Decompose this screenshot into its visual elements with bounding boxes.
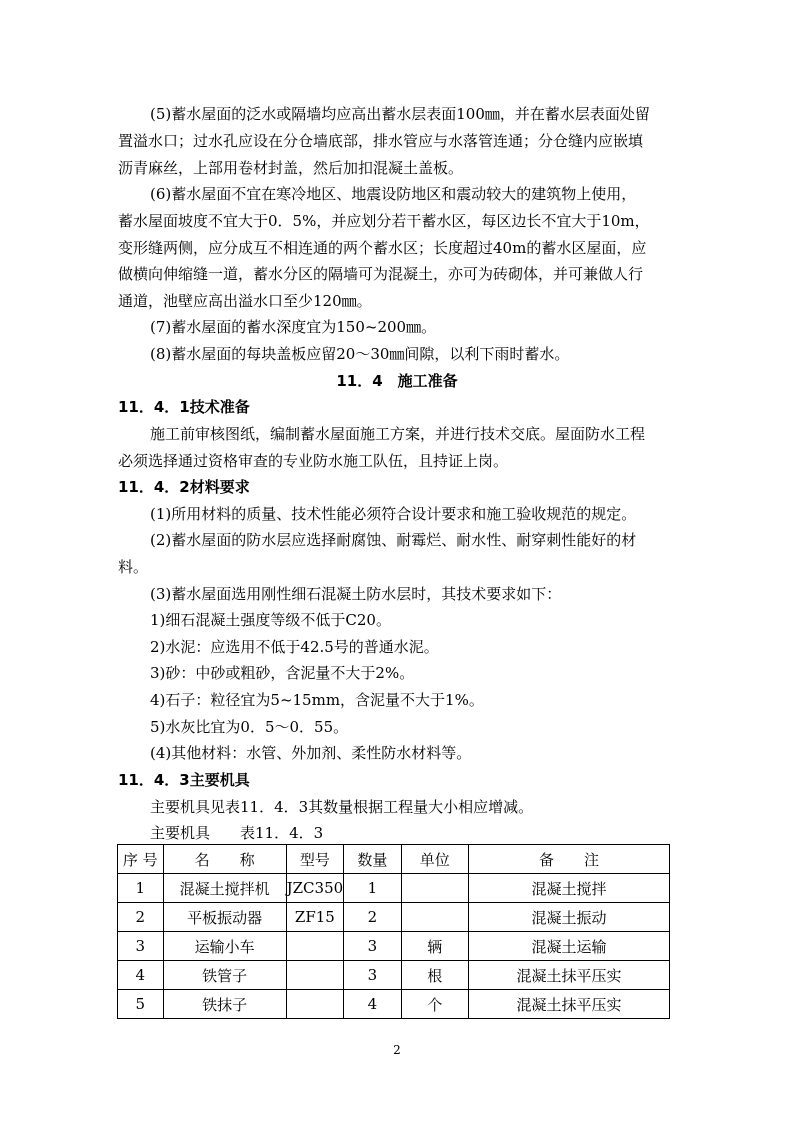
table-cell: 1 — [344, 874, 401, 903]
para-6-line-2: 蓄水屋面坡度不宜大于0．5%，并应划分若干蓄水区，每区边长不宜大于10m， — [118, 212, 650, 230]
section-title: 11．4 施工准备 — [336, 372, 458, 390]
table-cell: 3 — [344, 961, 401, 990]
machinery-table — [117, 844, 670, 1019]
machinery-intro: 主要机具见表11．4．3其数量根据工程量大小相应增减。 — [150, 798, 534, 816]
para-5-line-1: (5)蓄水屋面的泛水或隔墙均应高出蓄水层表面100㎜，并在蓄水层表面处留 — [150, 105, 650, 123]
materials-1: (1)所用材料的质量、技术性能必须符合设计要求和施工验收规范的规定。 — [150, 505, 637, 523]
table-cell: 辆 — [401, 932, 468, 961]
materials-2-line-2: 料。 — [118, 558, 149, 576]
spec-3: 3)砂：中砂或粗砂，含泥量不大于2%。 — [150, 664, 415, 682]
table-cell: 2 — [118, 903, 164, 932]
table-cell: 平板振动器 — [163, 903, 286, 932]
table-cell: 4 — [118, 961, 164, 990]
table-cell: 4 — [344, 990, 401, 1019]
table-cell: 铁抹子 — [163, 990, 286, 1019]
table-cell — [286, 932, 344, 961]
table-cell: 3 — [118, 932, 164, 961]
header-cell-remarks: 备 注 — [468, 845, 669, 874]
table-cell — [286, 990, 344, 1019]
para-5-line-3: 沥青麻丝，上部用卷材封盖，然后加扣混凝土盖板。 — [118, 159, 464, 177]
table-cell: 混凝土抹平压实 — [468, 961, 669, 990]
heading-technical-prep: 11．4．1技术准备 — [118, 398, 250, 416]
table-cell: 2 — [344, 903, 401, 932]
materials-4: (4)其他材料：水管、外加剂、柔性防水材料等。 — [150, 744, 472, 762]
para-6-line-4: 做横向伸缩缝一道，蓄水分区的隔墙可为混凝土，亦可为砖砌体，并可兼做人行 — [118, 265, 644, 283]
para-6-line-5: 通道，池壁应高出溢水口至少120㎜。 — [118, 292, 372, 310]
para-6-line-1: (6)蓄水屋面不宜在寒冷地区、地震设防地区和震动较大的建筑物上使用， — [150, 185, 637, 203]
spec-2: 2)水泥：应选用不低于42.5号的普通水泥。 — [150, 638, 439, 656]
table-cell: 混凝土抹平压实 — [468, 990, 669, 1019]
page-number: 2 — [393, 1043, 401, 1057]
para-5-line-2: 置溢水口；过水孔应设在分仓墙底部，排水管应与水落管连通；分仓缝内应嵌填 — [118, 132, 644, 150]
table-cell — [401, 874, 468, 903]
table-cell: 5 — [118, 990, 164, 1019]
table-cell: 3 — [344, 932, 401, 961]
table-caption: 主要机具 表11．4．3 — [150, 824, 324, 842]
tech-line-2: 必须选择通过资格审查的专业防水施工队伍，且持证上岗。 — [118, 452, 509, 470]
table-cell: 混凝土搅拌机 — [163, 874, 286, 903]
header-cell-name: 名 称 — [163, 845, 286, 874]
table-row — [118, 874, 670, 903]
heading-materials: 11．4．2材料要求 — [118, 478, 250, 496]
table-cell: 铁管子 — [163, 961, 286, 990]
table-cell: JZC350 — [286, 874, 344, 903]
header-cell-unit: 单位 — [401, 845, 468, 874]
para-8: (8)蓄水屋面的每块盖板应留20～30㎜间隙，以利下雨时蓄水。 — [150, 345, 570, 363]
table-header-row — [118, 845, 670, 874]
materials-3: (3)蓄水屋面选用刚性细石混凝土防水层时，其技术要求如下： — [150, 585, 562, 603]
para-6-line-3: 变形缝两侧，应分成互不相连通的两个蓄水区；长度超过40m的蓄水区屋面，应 — [118, 239, 647, 257]
para-7: (7)蓄水屋面的蓄水深度宜为150~200㎜。 — [150, 318, 437, 336]
spec-5: 5)水灰比宜为0．5～0．55。 — [150, 718, 349, 736]
table-row — [118, 932, 670, 961]
header-cell-model: 型号 — [286, 845, 344, 874]
table-cell: 运输小车 — [163, 932, 286, 961]
table-cell — [401, 903, 468, 932]
table-cell: 个 — [401, 990, 468, 1019]
tech-line-1: 施工前审核图纸，编制蓄水屋面施工方案，并进行技术交底。屋面防水工程 — [150, 425, 646, 443]
table-cell: ZF15 — [286, 903, 344, 932]
table-row — [118, 961, 670, 990]
spec-4: 4)石子：粒径宜为5~15mm，含泥量不大于1%。 — [150, 691, 484, 709]
materials-2-line-1: (2)蓄水屋面的防水层应选择耐腐蚀、耐霉烂、耐水性、耐穿刺性能好的材 — [150, 531, 637, 549]
table-cell: 混凝土振动 — [468, 903, 669, 932]
header-cell-quantity: 数量 — [344, 845, 401, 874]
spec-1: 1)细石混凝土强度等级不低于C20。 — [150, 611, 391, 629]
table-row — [118, 903, 670, 932]
table-cell — [286, 961, 344, 990]
table-cell: 根 — [401, 961, 468, 990]
table-cell: 1 — [118, 874, 164, 903]
table-row — [118, 990, 670, 1019]
heading-machinery: 11．4．3主要机具 — [118, 771, 250, 789]
table-cell: 混凝土运输 — [468, 932, 669, 961]
table-cell: 混凝土搅拌 — [468, 874, 669, 903]
header-cell-index: 序 号 — [118, 845, 164, 874]
